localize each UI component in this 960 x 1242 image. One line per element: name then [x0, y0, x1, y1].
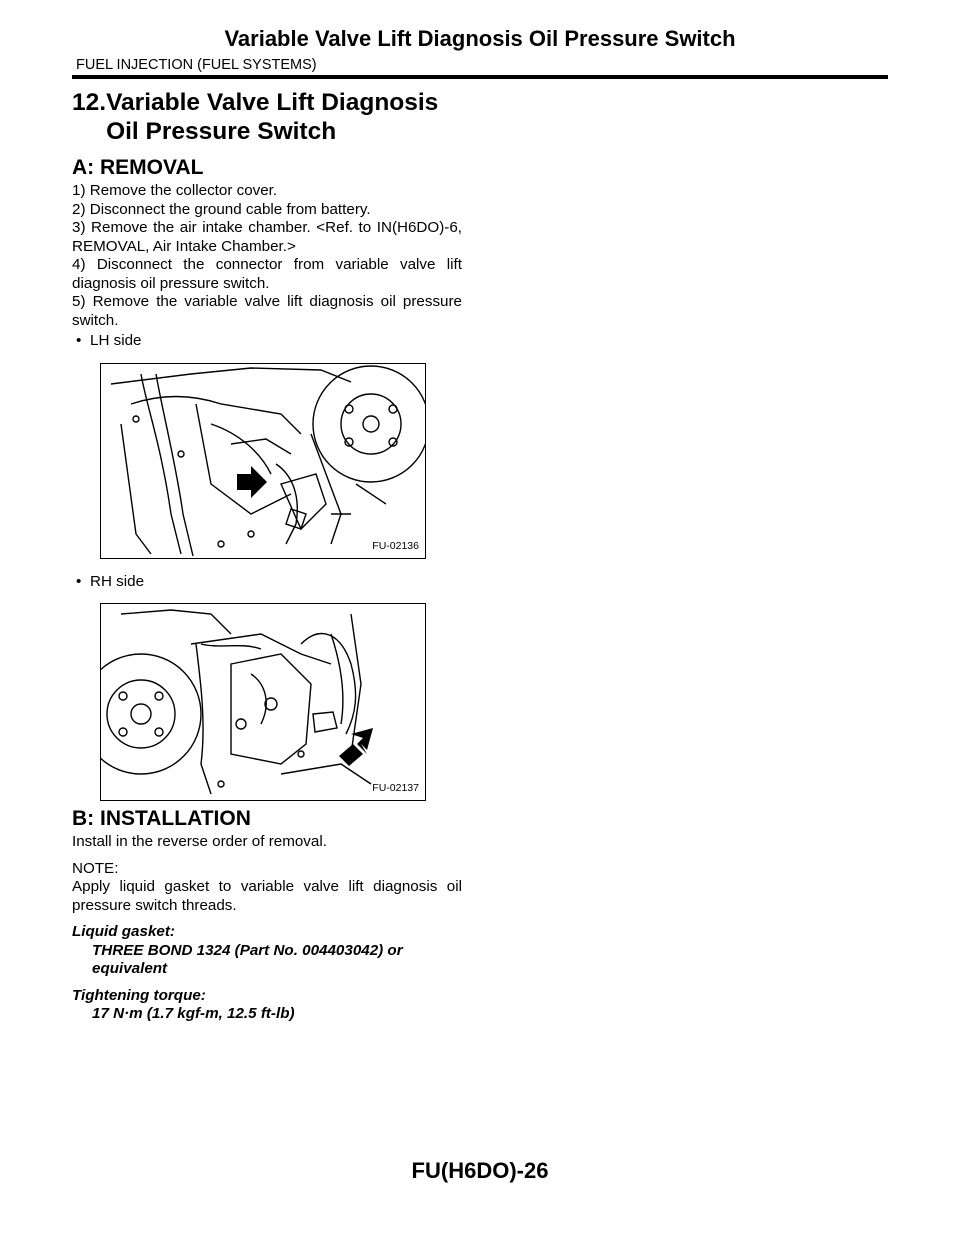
- figure-lh-side: [100, 363, 426, 559]
- tightening-torque-label: Tightening torque:: [72, 986, 206, 1004]
- bullet-dot: •: [76, 332, 82, 349]
- note-label: NOTE:: [72, 859, 119, 877]
- liquid-gasket-value-2: equivalent: [92, 960, 168, 977]
- section-title-text: [106, 88, 462, 146]
- removal-step-3: 3) Remove the air intake chamber. <Ref. to IN(H6DO)-6, REMOVAL, Air Intake Chamber.>: [72, 219, 462, 255]
- note-text: Apply liquid gasket to variable valve lift diagnosis oil pressure switch threads.: [72, 878, 462, 914]
- removal-heading: A: REMOVAL: [72, 156, 204, 179]
- section-number: 12.: [72, 89, 107, 116]
- lh-side-bullet: [72, 332, 462, 351]
- removal-step-5: 5) Remove the variable valve lift diagnosis oil pressure switch.: [72, 293, 462, 329]
- page-header-subtitle: FUEL INJECTION (FUEL SYSTEMS): [76, 57, 317, 73]
- liquid-gasket-value-1: THREE BOND 1324 (Part No. 004403042) or: [92, 941, 403, 959]
- engine-rh-illustration: [101, 604, 425, 800]
- header-divider: [72, 75, 888, 79]
- rh-side-bullet: [72, 573, 462, 592]
- page-header-title: Variable Valve Lift Diagnosis Oil Pressure Switch: [224, 26, 736, 51]
- figure-code-rh: FU-02137: [372, 782, 419, 794]
- figure-rh-side: [100, 603, 426, 801]
- removal-step-2: 2) Disconnect the ground cable from battery.: [72, 200, 371, 218]
- bullet-dot: •: [76, 572, 82, 590]
- section-title: [72, 88, 462, 146]
- page-number: FU(H6DO)-26: [411, 1158, 549, 1183]
- lh-side-label: LH side: [90, 332, 142, 349]
- section-title-line2: Oil Pressure Switch: [106, 118, 337, 145]
- rh-side-label: RH side: [90, 572, 145, 590]
- figure-code-lh: FU-02136: [372, 539, 419, 552]
- installation-heading: B: INSTALLATION: [72, 807, 251, 830]
- installation-text: Install in the reverse order of removal.: [72, 833, 327, 850]
- tightening-torque-value: 17 N·m (1.7 kgf-m, 12.5 ft-lb): [92, 1005, 295, 1022]
- section-title-line1: Variable Valve Lift Diagnosis: [106, 89, 439, 116]
- removal-step-1: 1) Remove the collector cover.: [72, 182, 278, 199]
- liquid-gasket-label: Liquid gasket:: [72, 923, 175, 940]
- content-column: [72, 86, 462, 1024]
- arrow-icon: [237, 466, 267, 498]
- removal-step-4: 4) Disconnect the connector from variable valve lift diagnosis oil pressure switch.: [72, 256, 462, 292]
- engine-lh-illustration: [101, 364, 425, 558]
